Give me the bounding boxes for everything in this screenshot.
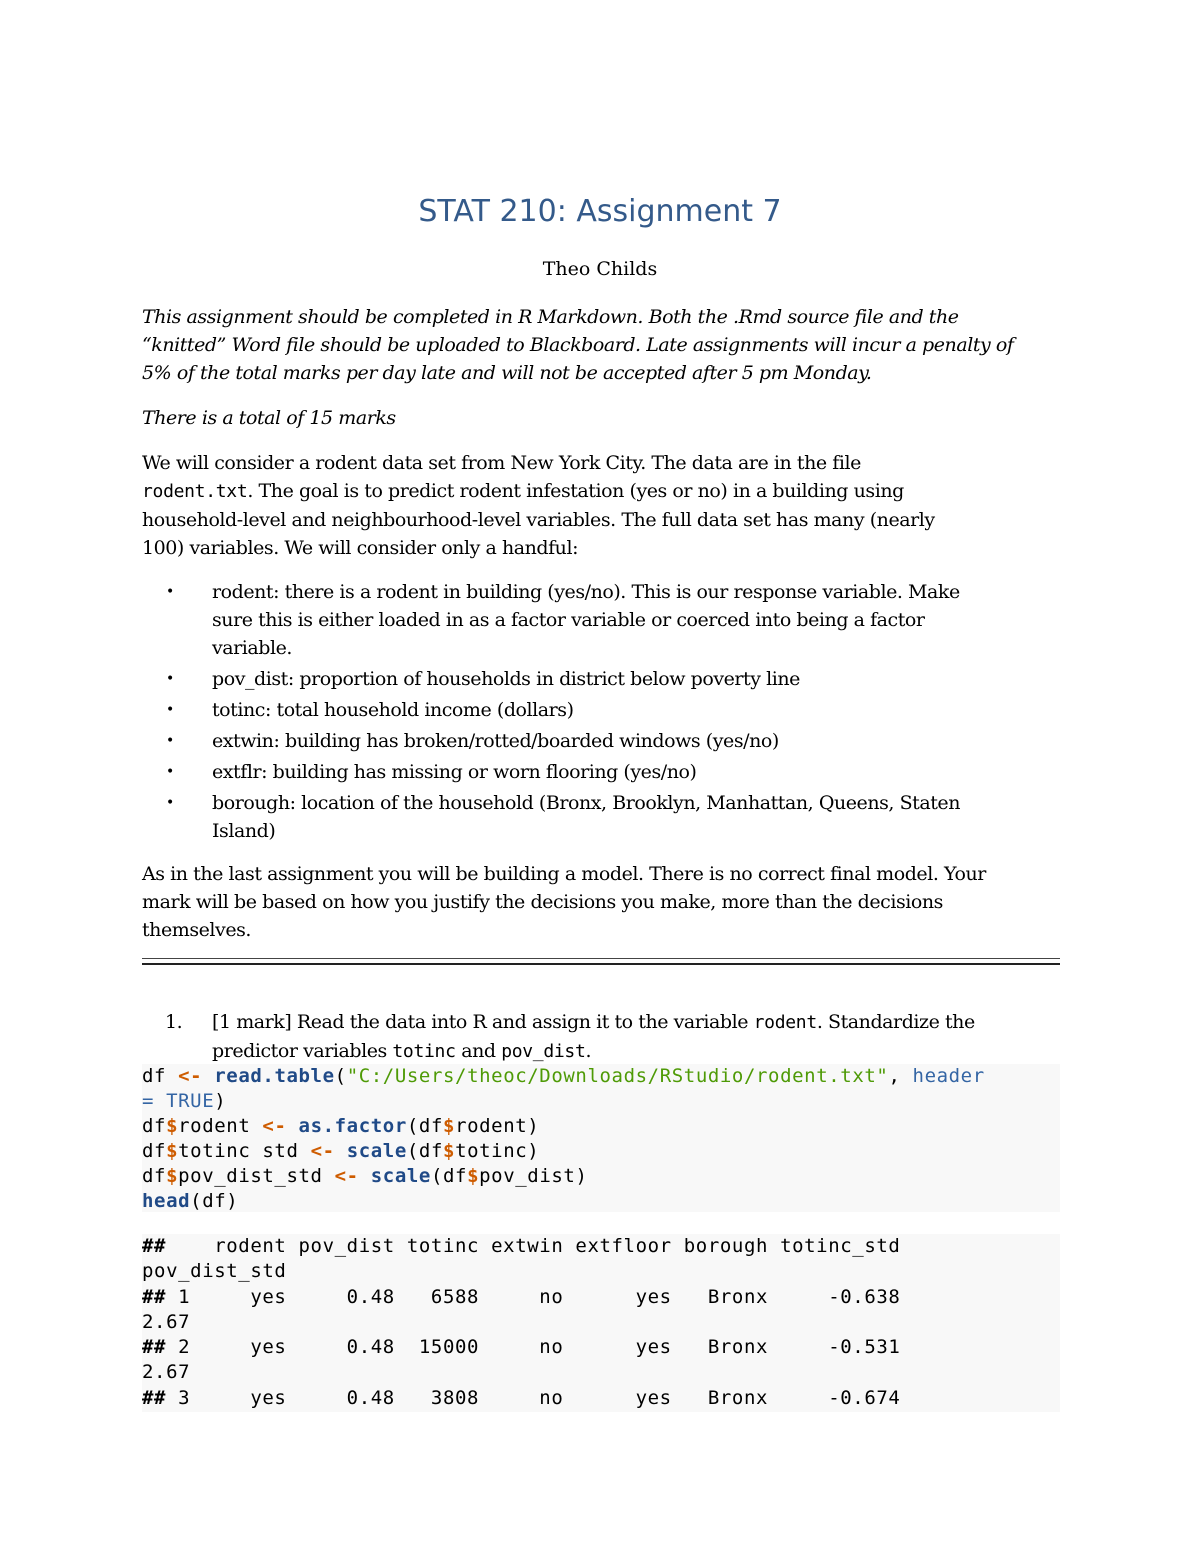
instructions-line: 5% of the total marks per day late and will not be accepted after 5 pm Monday. [142, 362, 872, 384]
question-1 [165, 1008, 1060, 1066]
output-line: ## 2 yes 0.48 15000 no yes Bronx -0.531 [142, 1336, 901, 1359]
code-line [142, 1139, 1060, 1164]
code-token: (df [406, 1140, 444, 1162]
code-operator: <- [334, 1165, 359, 1187]
code-operator: $ [166, 1115, 179, 1137]
instructions-paragraph [142, 303, 1060, 387]
code-token: totinc) [455, 1140, 540, 1162]
question-text: [1 mark] Read the data into R and assign it to the variable [212, 1011, 754, 1033]
list-item-text: rodent: there is a rodent in building (yes/no). This is our response variable. Make [212, 581, 960, 603]
instructions-line: “knitted” Word file should be uploaded to Blackboard. Late assignments will incur a penalty of [142, 334, 1014, 356]
code-token: (df [430, 1165, 468, 1187]
author-name: Theo Childs [542, 258, 658, 280]
output-line: 2.67 [142, 1361, 191, 1384]
list-item [142, 758, 1060, 786]
code-line [142, 1189, 1060, 1214]
code-function: scale [346, 1140, 407, 1162]
code-token: df [142, 1065, 179, 1087]
list-item [142, 696, 1060, 724]
intro-paragraph [142, 449, 1060, 562]
code-token: , [888, 1065, 913, 1087]
code-operator: $ [443, 1140, 456, 1162]
question-line [212, 1008, 1060, 1037]
question-text: and [455, 1040, 502, 1062]
code-operator: <- [310, 1140, 335, 1162]
output-line: pov_dist_std [142, 1260, 287, 1283]
question-text: . Standardize the [816, 1011, 975, 1033]
list-item-text: borough: location of the household (Bronx, Brooklyn, Manhattan, Queens, Staten [212, 792, 960, 814]
list-item [142, 789, 1060, 845]
code-token: (df [406, 1115, 444, 1137]
document-title: STAT 210: Assignment 7 [418, 194, 782, 229]
code-function: head [142, 1190, 191, 1212]
intro-line: We will consider a rodent data set from New York City. The data are in the file [142, 452, 861, 474]
output-line: ## rodent pov_dist totinc extwin extfloor borough totinc_std [142, 1235, 901, 1257]
output-line: ## 1 yes 0.48 6588 no yes Bronx -0.638 [142, 1285, 901, 1308]
code-operator: <- [262, 1115, 287, 1137]
code-argument: header [912, 1065, 985, 1087]
intro-line: 100) variables. We will consider only a handful: [142, 537, 579, 559]
list-item [142, 578, 1060, 662]
code-operator: <- [178, 1065, 203, 1087]
code-line [142, 1114, 1060, 1139]
model-note-line: As in the last assignment you will be building a model. There is no correct final model. Your [142, 863, 986, 885]
intro-line-rest: . The goal is to predict rodent infestation (yes or no) in a building using [247, 480, 904, 502]
code-function: read.table [214, 1065, 335, 1087]
code-token: ) [214, 1090, 227, 1112]
question-text: . [585, 1040, 592, 1062]
output-line: 2.67 [142, 1310, 191, 1333]
code-operator: $ [166, 1165, 179, 1187]
r-output-block [142, 1234, 1060, 1412]
bullet-icon: • [166, 702, 174, 718]
model-note-line: mark will be based on how you justify the decisions you make, more than the decisions [142, 891, 943, 913]
code-token: rodent) [455, 1115, 540, 1137]
code-token: df [142, 1115, 167, 1137]
code-operator: $ [467, 1165, 480, 1187]
output-prefix: ## [142, 1386, 167, 1409]
output-prefix: ## [142, 1336, 167, 1359]
code-token: df [142, 1165, 167, 1187]
list-item-text: Island) [212, 820, 276, 842]
model-note-line: themselves. [142, 919, 252, 941]
code-function: as.factor [298, 1115, 407, 1137]
r-code-block [142, 1064, 1060, 1212]
bullet-icon: • [166, 764, 174, 780]
code-function: scale [370, 1165, 431, 1187]
list-item-text: pov_dist: proportion of households in district below poverty line [212, 668, 800, 690]
list-item [142, 665, 1060, 693]
filename-code: rodent.txt [142, 481, 248, 502]
code-operator: $ [443, 1115, 456, 1137]
intro-line: household-level and neighbourhood-level variables. The full data set has many (nearly [142, 509, 935, 531]
list-item-text: extwin: building has broken/rotted/boarded windows (yes/no) [212, 730, 779, 752]
question-number: 1. [165, 1011, 183, 1033]
code-token: totinc std [178, 1140, 311, 1162]
code-rodent: rodent [753, 1012, 817, 1033]
section-divider [142, 958, 1060, 965]
model-note-paragraph [142, 860, 1060, 944]
instructions-line: This assignment should be completed in R Markdown. Both the .Rmd source file and the [142, 306, 959, 328]
list-item-text: sure this is either loaded in as a factor variable or coerced into being a factor [212, 609, 925, 631]
code-constant: TRUE [166, 1090, 215, 1112]
variable-list [142, 578, 1060, 848]
code-line [142, 1089, 1060, 1114]
output-prefix: ## [142, 1285, 167, 1308]
total-marks-note: There is a total of 15 marks [142, 407, 396, 429]
bullet-icon: • [166, 584, 174, 600]
list-item-text: extflr: building has missing or worn flooring (yes/no) [212, 761, 697, 783]
code-token: ( [334, 1065, 347, 1087]
list-item-text: totinc: total household income (dollars) [212, 699, 574, 721]
code-line [142, 1164, 1060, 1189]
list-item-text: variable. [212, 637, 293, 659]
bullet-icon: • [166, 671, 174, 687]
list-item [142, 727, 1060, 755]
code-totinc: totinc [392, 1041, 456, 1062]
code-token: pov_dist_std [178, 1165, 335, 1187]
intro-line [142, 477, 1060, 506]
code-argument: = [142, 1090, 167, 1112]
code-string: "C:/Users/theoc/Downloads/RStudio/rodent.txt" [346, 1065, 889, 1087]
bullet-icon: • [166, 733, 174, 749]
code-token: pov_dist) [479, 1165, 588, 1187]
question-text: predictor variables [212, 1040, 393, 1062]
output-line: ## 3 yes 0.48 3808 no yes Bronx -0.674 [142, 1386, 901, 1409]
code-token: rodent [178, 1115, 263, 1137]
code-operator: $ [166, 1140, 179, 1162]
code-token: df [142, 1140, 167, 1162]
question-line [212, 1037, 1060, 1066]
code-token: (df) [190, 1190, 239, 1212]
code-line [142, 1064, 1060, 1089]
output-prefix: ## [142, 1235, 167, 1257]
bullet-icon: • [166, 795, 174, 811]
code-pov-dist: pov_dist [501, 1041, 586, 1062]
